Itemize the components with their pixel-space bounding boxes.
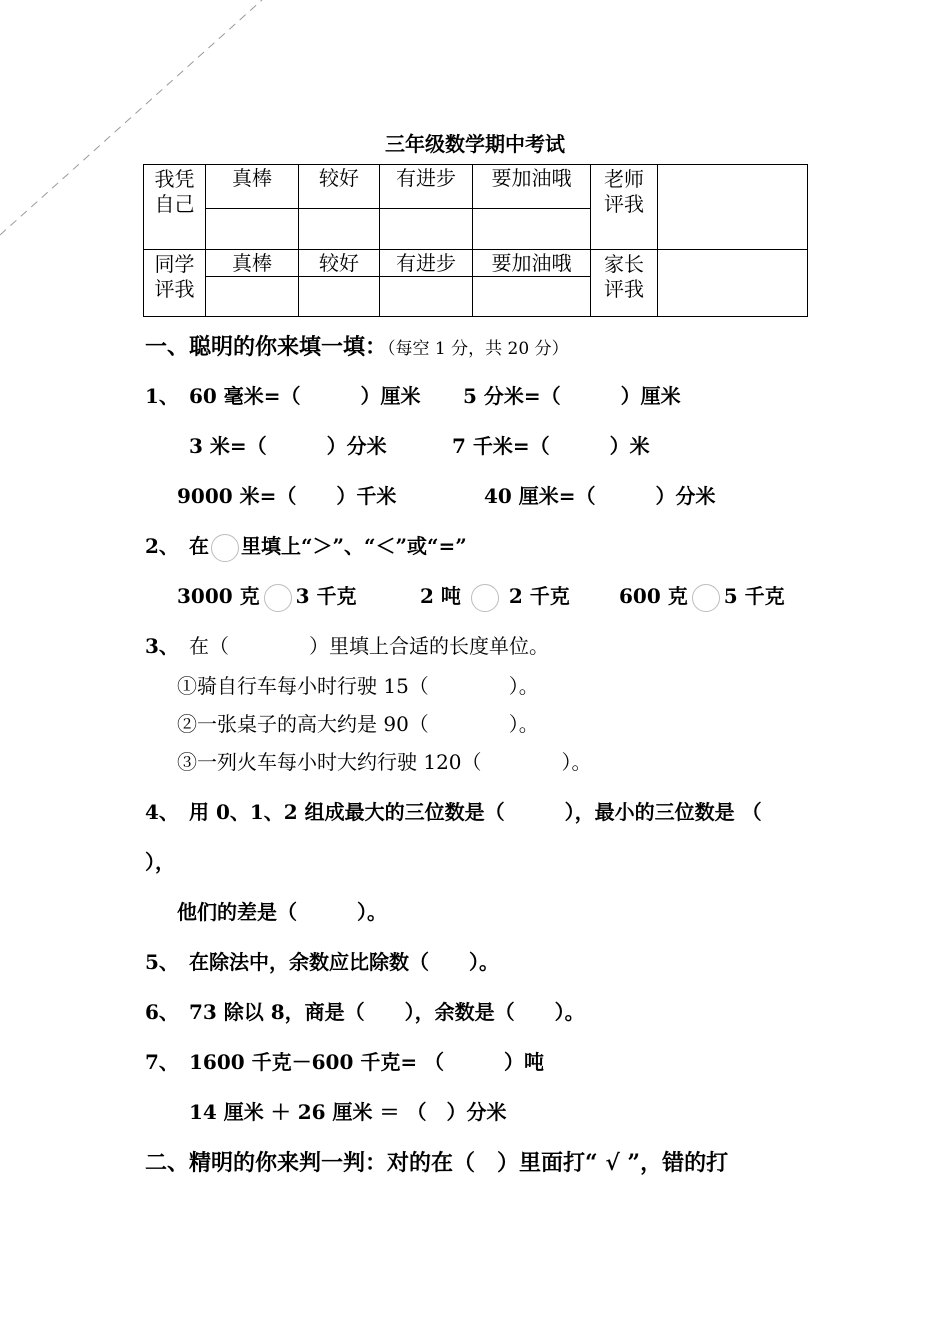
rating-great: 真棒 [206, 250, 299, 277]
q7-line1: 1600 千克－600 千克= （ ）吨 [189, 1050, 545, 1074]
q2-item-c: 600 克 5 千克 [619, 580, 785, 612]
q6-number: 6、 [145, 1000, 179, 1024]
teacher-eval-box[interactable] [658, 165, 808, 250]
rating-progress: 有进步 [380, 165, 473, 209]
rating-good: 较好 [299, 165, 380, 209]
rating-good: 较好 [299, 250, 380, 277]
q7-line2: 14 厘米 ＋ 26 厘米 ＝ （ ）分米 [189, 1100, 507, 1124]
q4-line1: 用 0、1、2 组成最大的三位数是（ ），最小的三位数是 （ [189, 800, 762, 824]
compare-circle-a[interactable] [264, 584, 292, 612]
peer-check-progress[interactable] [380, 277, 473, 317]
q1-item-f: 40 厘米=（ ）分米 [484, 484, 716, 508]
compare-circle-icon [211, 534, 239, 562]
q2-item-b: 2 吨 2 千克 [420, 580, 570, 612]
compare-circle-c[interactable] [692, 584, 720, 612]
q1-item-c: 3 米=（ ）分米 [189, 434, 387, 458]
self-check-good[interactable] [299, 209, 380, 250]
parent-eval-box[interactable] [658, 250, 808, 317]
q7-number: 7、 [145, 1050, 179, 1074]
teacher-eval-label: 老师评我 [591, 165, 658, 250]
section2-heading: 二、精明的你来判一判：对的在（ ）里面打“ √ ”，错的打 [145, 1150, 729, 1176]
q2-instruction: 在 里填上“＞”、“＜”或“=” [189, 530, 467, 562]
rating-great: 真棒 [206, 165, 299, 209]
q4-number: 4、 [145, 800, 179, 824]
q1-item-a: 60 毫米=（ ）厘米 [189, 384, 421, 408]
q2-number: 2、 [145, 534, 179, 558]
peer-check-good[interactable] [299, 277, 380, 317]
rating-try-harder: 要加油哦 [473, 165, 591, 209]
self-check-try-harder[interactable] [473, 209, 591, 250]
q4-line2: ）， [145, 850, 175, 874]
evaluation-table [143, 164, 808, 317]
q4-line3: 他们的差是（ ）。 [177, 900, 387, 924]
compare-circle-b[interactable] [471, 584, 499, 612]
peer-eval-label: 同学评我 [144, 250, 206, 317]
page-title: 三年级数学期中考试 [385, 132, 565, 156]
q5-number: 5、 [145, 950, 179, 974]
q3-item-2: ②一张桌子的高大约是 90（ ）。 [177, 712, 539, 736]
self-check-great[interactable] [206, 209, 299, 250]
self-eval-label: 我凭自己 [144, 165, 206, 250]
q3-number: 3、 [145, 634, 179, 658]
self-check-progress[interactable] [380, 209, 473, 250]
parent-eval-label: 家长评我 [591, 250, 658, 317]
q1-number: 1、 [145, 384, 179, 408]
q3-instruction: 在（ ）里填上合适的长度单位。 [189, 634, 549, 658]
q6-text: 73 除以 8，商是（ ），余数是（ ）。 [189, 1000, 585, 1024]
q5-text: 在除法中，余数应比除数（ ）。 [189, 950, 499, 974]
peer-check-great[interactable] [206, 277, 299, 317]
q3-item-1: ①骑自行车每小时行驶 15（ ）。 [177, 674, 539, 698]
q3-item-3: ③一列火车每小时大约行驶 120（ ）。 [177, 750, 592, 774]
section1-heading: 一、聪明的你来填一填：（每空 1 分，共 20 分） [145, 334, 569, 360]
q1-item-e: 9000 米=（ ）千米 [177, 484, 397, 508]
peer-check-try-harder[interactable] [473, 277, 591, 317]
q1-item-b: 5 分米=（ ）厘米 [463, 384, 681, 408]
rating-progress: 有进步 [380, 250, 473, 277]
rating-try-harder: 要加油哦 [473, 250, 591, 277]
q2-item-a: 3000 克 3 千克 [177, 580, 357, 612]
q1-item-d: 7 千米=（ ）米 [452, 434, 650, 458]
